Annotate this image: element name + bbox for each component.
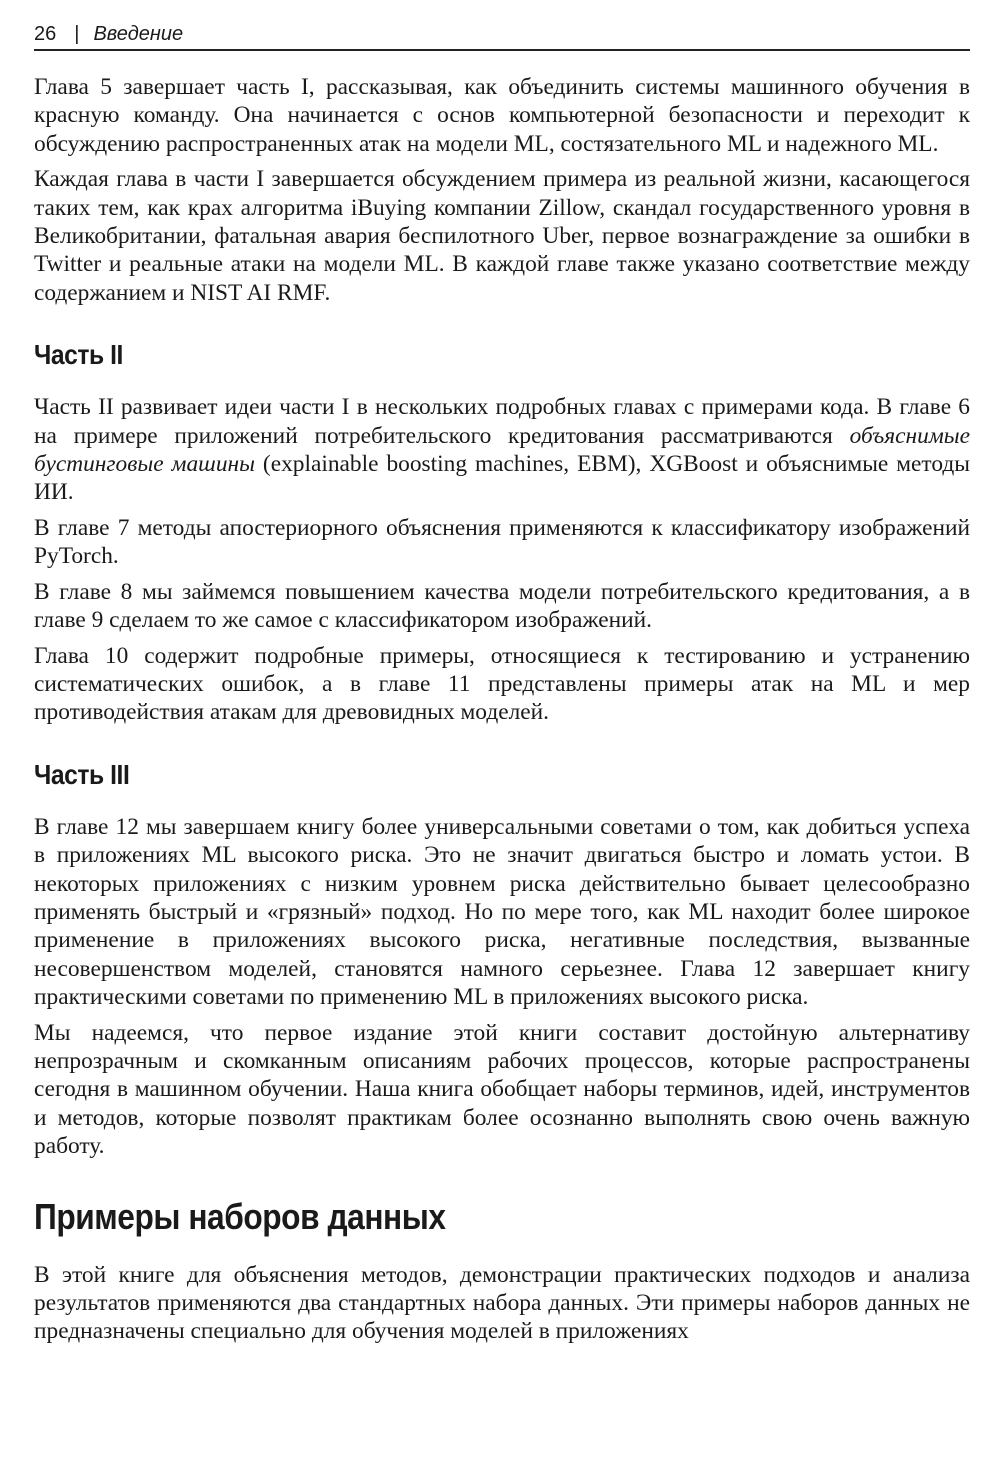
part-2-paragraph-4: Глава 10 содержит подробные примеры, относящиеся к тестированию и устранению систематических ошибок, а в главе 11 представлены примеры атак на ML и мер противодействия атакам для древовидных моделей. (34, 642, 970, 726)
part-2-paragraph-2: В главе 7 методы апостериорного объяснения применяются к классификатору изображений PyTorch. (34, 514, 970, 570)
ebm-term: объяснимые бустинговые машины (34, 422, 970, 478)
part-3-paragraph-1: В главе 12 мы завершаем книгу более универсальными советами о том, как добиться успеха в приложениях ML высокого риска. Это не значит двигаться быстро и ломать устои. В некоторых приложениях с низким уровнем риска действительно бывает целесообразно применять быстрый и «грязный» подход. Но по мере того, как ML находит более широкое применение в приложениях высокого риска, негативные последствия, вызванные несовершенством моделей, становятся намного серьезнее. Глава 12 завершает книгу практическими советами по применению ML в приложениях высокого риска. (34, 813, 970, 1011)
book-page (34, 20, 970, 1346)
part-2-heading: Часть II (34, 339, 123, 371)
datasets-heading: Примеры наборов данных (34, 1195, 446, 1237)
part-2-paragraph-1-lead: Часть II развивает идеи части I в нескольких подробных главах с примерами кода. В главе 6 на примере приложений потребительского кредитования рассматриваются (34, 394, 970, 449)
part-3-heading: Часть III (34, 758, 130, 790)
running-head-separator: | (74, 23, 80, 45)
intro-paragraph-1: Глава 5 завершает часть I, рассказывая, как объединить системы машинного обучения в красную команду. Она начинается с основ компьютерной безопасности и переходит к обсуждению распространенных атак на модели ML, состязательного ML и надежного ML. (34, 74, 970, 157)
running-head-chapter-title: Введение (93, 23, 184, 45)
running-head (34, 20, 970, 51)
part-3-paragraph-2: Мы надеемся, что первое издание этой книги составит достойную альтернативу непрозрачным и скомканным описаниям рабочих процессов, которые распространены сегодня в машинном обучении. Наша книга обобщает наборы терминов, идей, инструментов и методов, которые позволят практикам более осознанно выполнять свою очень важную работу. (34, 1019, 970, 1160)
datasets-paragraph-1: В этой книге для объяснения методов, демонстрации практических подходов и анализа результатов применяются два стандартных набора данных. Эти примеры наборов данных не предназначены специально для обучения моделей в приложениях (34, 1261, 970, 1345)
intro-paragraph-2: Каждая глава в части I завершается обсуждением примера из реальной жизни, касающегося таких тем, как крах алгоритма iBuying компании Zillow, скандал государственного уровня в Великобритании, фатальная авария беспилотного Uber, первое вознаграждение за ошибки в Twitter и реальные атаки на модели ML. В каждой главе также указано соответствие между содержанием и NIST AI RMF. (34, 166, 970, 306)
part-2-paragraph-3: В главе 8 мы займемся повышением качества модели потребительского кредитования, а в главе 9 сделаем то же самое с классификатором изображений. (34, 578, 970, 634)
page-number: 26 (34, 23, 57, 45)
part-2-paragraph-1-tail: (explainable boosting machines, EBM), XGBoost и объяснимые методы ИИ. (34, 451, 970, 506)
part-2-paragraph-1 (34, 393, 970, 507)
page-body (34, 73, 970, 1346)
